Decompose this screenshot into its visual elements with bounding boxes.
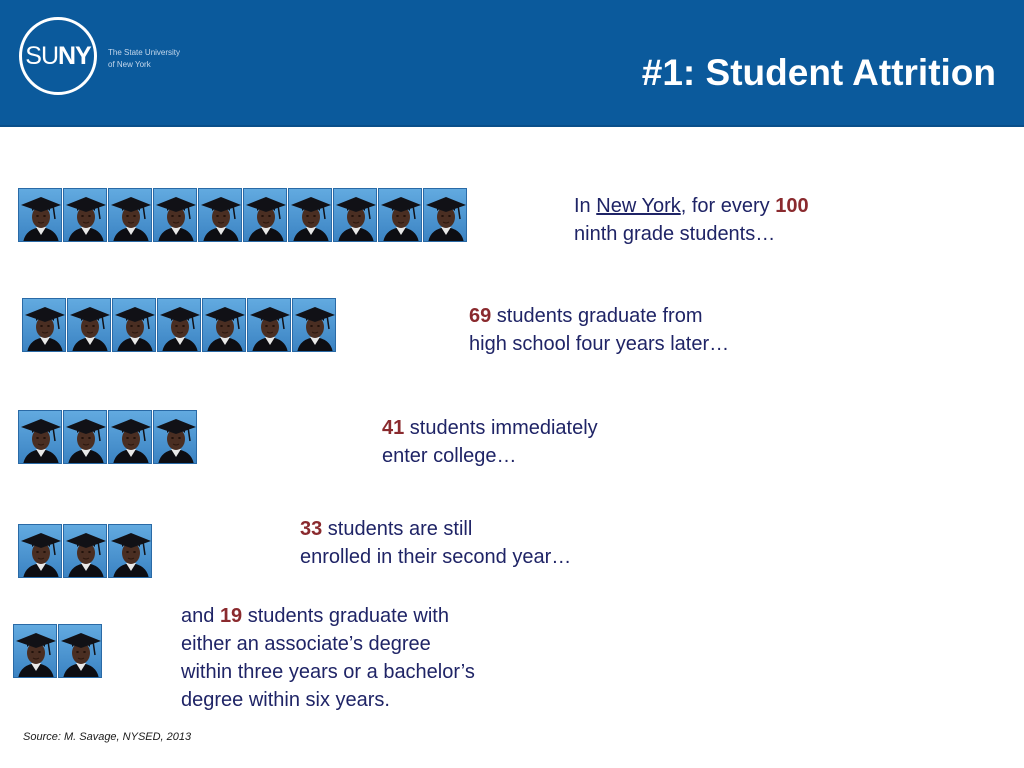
graduate-icon (18, 410, 62, 464)
graduate-icon (18, 524, 62, 578)
statement-4: 33 students are still enrolled in their second year… (300, 518, 572, 568)
graduate-icon (108, 410, 152, 464)
statement-3: 41 students immediately enter college… (382, 417, 598, 467)
graduate-icon (202, 298, 246, 352)
graduate-row-4 (18, 524, 152, 578)
graduate-icon (247, 298, 291, 352)
slide-title: #1: Student Attrition (641, 52, 996, 93)
graduate-icon (13, 624, 57, 678)
graduate-icon (18, 188, 62, 242)
statement-number: 100 (775, 195, 809, 217)
statement-number: 33 (300, 518, 323, 540)
suny-logo-tagline: The State University of New York (108, 48, 181, 69)
statement-5: and 19 students graduate with either an associate’s degree within three years or a bachelor’s degree within six years. (181, 605, 475, 711)
statement-number: 19 (219, 605, 243, 627)
source-citation: Source: M. Savage, NYSED, 2013 (23, 731, 192, 743)
statement-number: 41 (382, 417, 405, 439)
graduate-row-5 (13, 624, 102, 678)
graduate-icon (63, 524, 107, 578)
graduate-icon (58, 624, 102, 678)
graduate-icon (108, 524, 152, 578)
graduate-icon (243, 188, 287, 242)
graduate-icon (157, 298, 201, 352)
graduate-row-2 (22, 298, 336, 352)
header-banner (0, 0, 1024, 127)
graduate-icon (333, 188, 377, 242)
statement-number: 69 (469, 305, 492, 327)
graduate-icon (153, 188, 197, 242)
statement-1: In New York, for every 100 ninth grade students… (574, 195, 809, 245)
graduate-icon (63, 410, 107, 464)
graduate-icon (198, 188, 242, 242)
graduate-icon (153, 410, 197, 464)
graduate-icon (108, 188, 152, 242)
graduate-row-3 (18, 410, 197, 464)
graduate-icon (378, 188, 422, 242)
suny-logo-text: SUNY (25, 41, 91, 70)
graduate-icon (292, 298, 336, 352)
new-york-link[interactable]: New York (596, 195, 681, 217)
graduate-icon (22, 298, 66, 352)
graduate-icon (288, 188, 332, 242)
graduate-icon (63, 188, 107, 242)
suny-logo (19, 17, 97, 95)
graduate-icon (423, 188, 467, 242)
graduate-icon (67, 298, 111, 352)
graduate-icon (112, 298, 156, 352)
graduate-row-1 (18, 188, 467, 242)
statement-2: 69 students graduate from high school four years later… (469, 305, 730, 355)
